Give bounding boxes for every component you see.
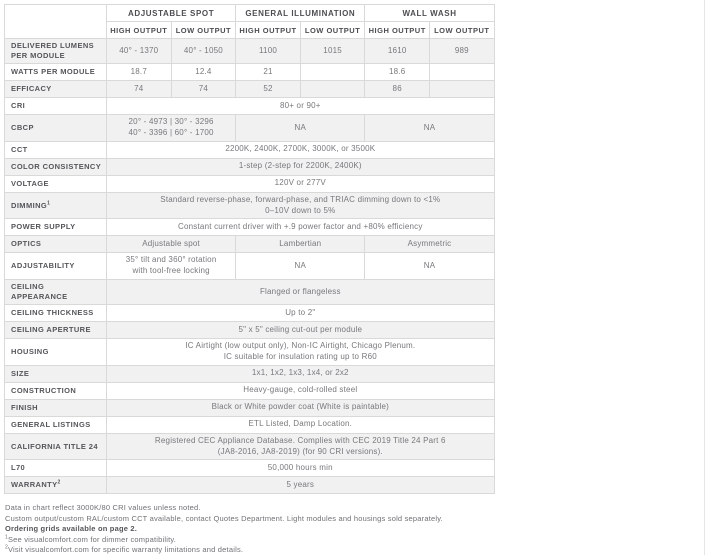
column-sub-header: HIGH OUTPUT (236, 22, 301, 39)
value-cell: 2200K, 2400K, 2700K, 3000K, or 3500K (107, 141, 495, 158)
row-label: CEILING APERTURE (5, 322, 107, 339)
value-cell: 1015 (300, 39, 365, 64)
value-cell: NA (236, 115, 365, 142)
column-group-header: WALL WASH (365, 5, 494, 22)
row-label: ADJUSTABILITY (5, 253, 107, 280)
value-cell: Adjustable spot (107, 236, 236, 253)
table-row (5, 322, 495, 339)
value-cell: 989 (430, 39, 495, 64)
table-row (5, 305, 495, 322)
value-cell: Registered CEC Appliance Database. Complies with CEC 2019 Title 24 Part 6 (JA8-2016, JA8-2019) (for 90 CRI versions). (107, 433, 495, 460)
table-row (5, 64, 495, 81)
footnote-line: Ordering grids available on page 2. (5, 524, 138, 534)
value-cell: NA (236, 253, 365, 280)
footnote-marker: 1 (5, 534, 8, 541)
column-sub-header: LOW OUTPUT (171, 22, 236, 39)
value-cell: NA (365, 115, 494, 142)
table-row (5, 158, 495, 175)
row-label: OPTICS (5, 236, 107, 253)
spec-table-head (5, 5, 495, 39)
row-label: WATTS PER MODULE (5, 64, 107, 81)
footnote-line: $^1$See visualcomfort.com for dimmer compatibility. (5, 534, 177, 544)
value-cell: Lambertian (236, 236, 365, 253)
value-cell (300, 64, 365, 81)
value-cell: 40° - 1370 (107, 39, 172, 64)
table-row (5, 477, 495, 494)
value-cell: 12.4 (171, 64, 236, 81)
table-row (5, 253, 495, 280)
corner-cell (5, 5, 107, 39)
table-row (5, 115, 495, 142)
value-cell: 40° - 1050 (171, 39, 236, 64)
table-row (5, 382, 495, 399)
value-cell: Up to 2" (107, 305, 495, 322)
table-row (5, 416, 495, 433)
spec-table (4, 4, 495, 494)
row-label: GENERAL LISTINGS (5, 416, 107, 433)
table-row (5, 175, 495, 192)
row-label: VOLTAGE (5, 175, 107, 192)
value-cell: 5 years (107, 477, 495, 494)
value-cell: Asymmetric (365, 236, 494, 253)
row-label: HOUSING (5, 339, 107, 366)
table-row (5, 219, 495, 236)
column-sub-header: LOW OUTPUT (300, 22, 365, 39)
table-row (5, 339, 495, 366)
value-cell: 1-step (2-step for 2200K, 2400K) (107, 158, 495, 175)
footnote-marker: 1 (47, 200, 51, 207)
value-cell: 80+ or 90+ (107, 98, 495, 115)
table-row (5, 460, 495, 477)
value-cell: 120V or 277V (107, 175, 495, 192)
row-label: POWER SUPPLY (5, 219, 107, 236)
table-row (5, 433, 495, 460)
column-group-header: GENERAL ILLUMINATION (236, 5, 365, 22)
table-row (5, 365, 495, 382)
column-sub-header: LOW OUTPUT (430, 22, 495, 39)
table-row (5, 39, 495, 64)
value-cell: 20° - 4973 | 30° - 3296 40° - 3396 | 60° - 1700 (107, 115, 236, 142)
value-cell: ETL Listed, Damp Location. (107, 416, 495, 433)
row-label: L70 (5, 460, 107, 477)
row-label: CALIFORNIA TITLE 24 (5, 433, 107, 460)
value-cell: 1100 (236, 39, 301, 64)
row-label: DELIVERED LUMENS PER MODULE (5, 39, 107, 64)
table-row (5, 141, 495, 158)
value-cell: 74 (107, 81, 172, 98)
column-group-header: ADJUSTABLE SPOT (107, 5, 236, 22)
footnote-line: Custom output/custom RAL/custom CCT available, contact Quotes Department. Light modules and housings sold separately. (5, 513, 443, 523)
row-label: SIZE (5, 365, 107, 382)
value-cell: 1610 (365, 39, 430, 64)
value-cell: 86 (365, 81, 430, 98)
row-label: CEILING APPEARANCE (5, 280, 107, 305)
table-row (5, 81, 495, 98)
value-cell: Standard reverse-phase, forward-phase, and TRIAC dimming down to <1% 0–10V down to 5% (107, 192, 495, 219)
row-label: FINISH (5, 399, 107, 416)
value-cell: Heavy-gauge, cold-rolled steel (107, 382, 495, 399)
footnote-line: Data in chart reflect 3000K/80 CRI values unless noted. (5, 503, 201, 512)
row-label: WARRANTY$^2$ (5, 477, 107, 494)
footnotes (5, 503, 443, 555)
value-cell (300, 81, 365, 98)
footnote-marker: 2 (5, 544, 8, 551)
column-sub-header: HIGH OUTPUT (365, 22, 430, 39)
value-cell: 1x1, 1x2, 1x3, 1x4, or 2x2 (107, 365, 495, 382)
row-label: CRI (5, 98, 107, 115)
table-row (5, 280, 495, 305)
value-cell: 5" x 5" ceiling cut-out per module (107, 322, 495, 339)
table-row (5, 192, 495, 219)
value-cell: Black or White powder coat (White is paintable) (107, 399, 495, 416)
table-row (5, 236, 495, 253)
value-cell: Constant current driver with +.9 power factor and +80% efficiency (107, 219, 495, 236)
footnote-marker: 2 (57, 479, 61, 486)
column-sub-header: HIGH OUTPUT (107, 22, 172, 39)
value-cell: IC Airtight (low output only), Non-IC Airtight, Chicago Plenum. IC suitable for insulation rating up to R60 (107, 339, 495, 366)
value-cell: 35° tilt and 360° rotation with tool-free locking (107, 253, 236, 280)
value-cell (430, 64, 495, 81)
value-cell: Flanged or flangeless (107, 280, 495, 305)
row-label: CCT (5, 141, 107, 158)
value-cell: 18.6 (365, 64, 430, 81)
row-label: CONSTRUCTION (5, 382, 107, 399)
row-label: CEILING THICKNESS (5, 305, 107, 322)
spec-table-body (5, 39, 495, 494)
footnote-line: $^2$Visit visualcomfort.com for specific warranty limitations and details. (5, 544, 244, 555)
value-cell (430, 81, 495, 98)
value-cell: 18.7 (107, 64, 172, 81)
row-label: COLOR CONSISTENCY (5, 158, 107, 175)
value-cell: 52 (236, 81, 301, 98)
value-cell: NA (365, 253, 494, 280)
value-cell: 50,000 hours min (107, 460, 495, 477)
value-cell: 21 (236, 64, 301, 81)
page-edge-divider (704, 0, 705, 555)
table-row (5, 399, 495, 416)
row-label: DIMMING$^1$ (5, 192, 107, 219)
value-cell: 74 (171, 81, 236, 98)
table-row (5, 98, 495, 115)
row-label: EFFICACY (5, 81, 107, 98)
row-label: CBCP (5, 115, 107, 142)
